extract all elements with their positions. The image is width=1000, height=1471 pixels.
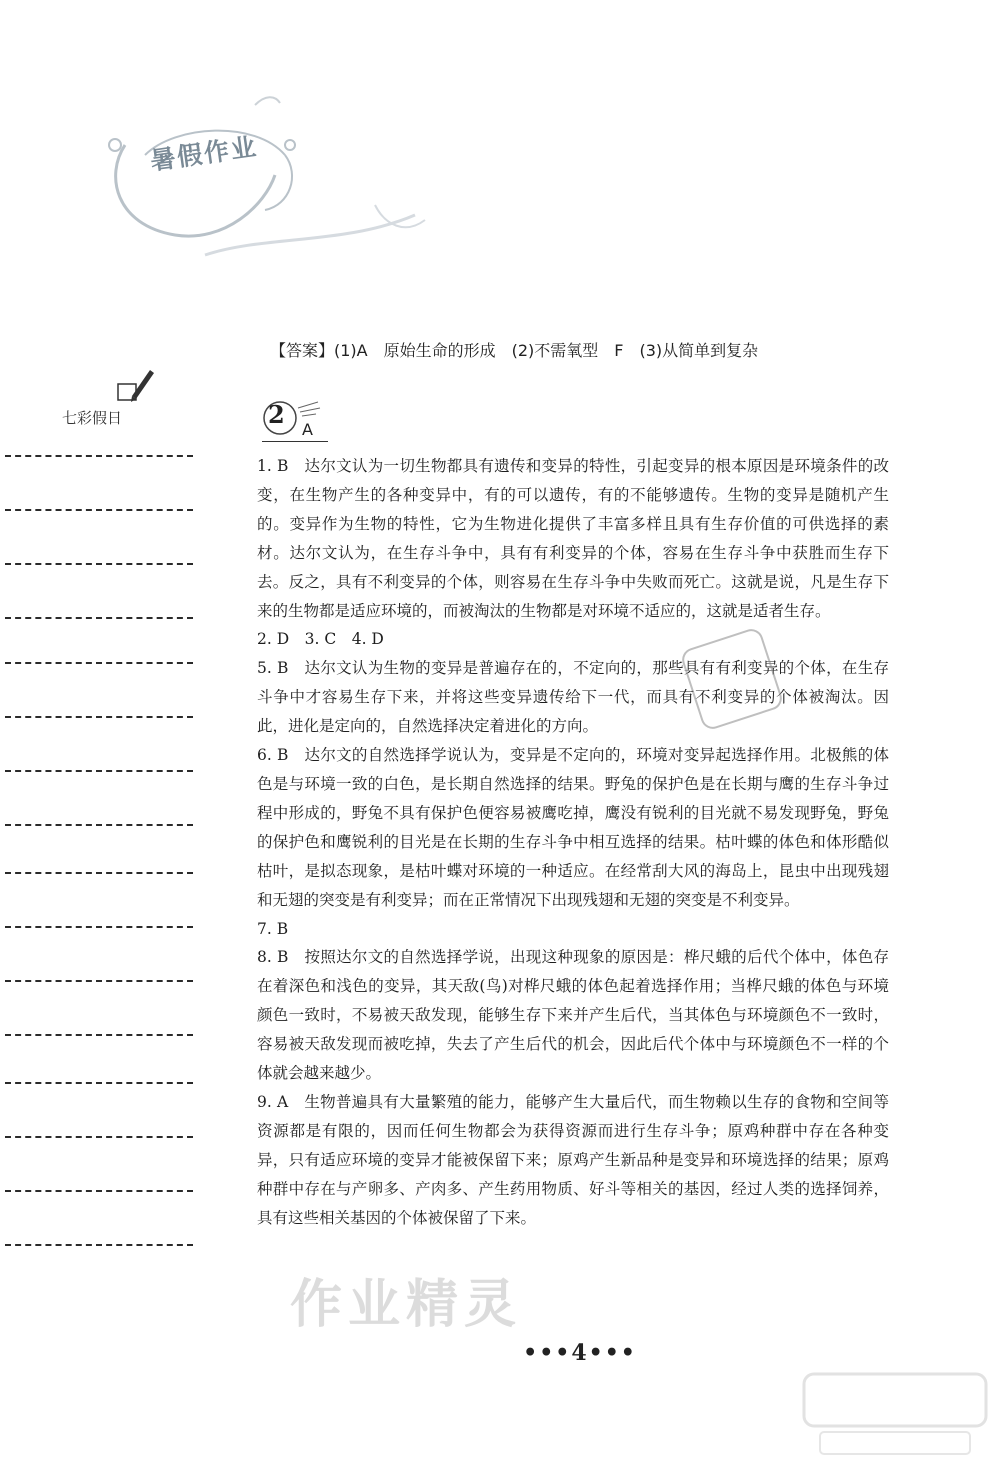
writing-rule <box>5 824 193 826</box>
writing-rule <box>5 980 193 982</box>
answer-item: 9. A 生物普遍具有大量繁殖的能力，能够产生大量后代，而生物赖以生存的食物和空间等资源都是有限的，因而任何生物都会为获得资源而进行生存斗争；原鸡种群中存在各种变异，只有适应环境的变异才能被保留下来；原鸡产生新品种是变异和环境选择的结果；原鸡种群中存在与产卵多、产肉多、产生药用物质、好斗等相关的基因，经过人类的选择饲养，具有这些相关基因的个体被保留了下来。 <box>257 1092 889 1227</box>
answer-item: 2. D 3. C 4. D <box>257 630 384 649</box>
writing-rule <box>5 770 193 772</box>
writing-rule <box>5 509 193 511</box>
page-number: •••4••• <box>523 1340 637 1366</box>
writing-rule <box>5 1244 193 1246</box>
section-underline <box>262 441 328 442</box>
header-title: 暑假作业 <box>148 131 260 176</box>
writing-rule <box>5 455 193 457</box>
answer-item: 5. B 达尔文认为生物的变异是普遍存在的，不定向的，那些具有有利变异的个体，在生存斗争中才容易生存下来，并将这些变异遗传给下一代，而具有不利变异的个体被淘汰。因此，进化是定向的，自然选择决定着进化的方向。 <box>257 659 889 736</box>
site-logo-watermark-icon <box>800 1370 990 1460</box>
watermark: 作业精灵 <box>290 1275 523 1335</box>
section-letter: A <box>302 420 313 439</box>
answer-item: 8. B 按照达尔文的自然选择学说，出现这种现象的原因是：桦尺蛾的后代个体中，体色存在着深色和浅色的变异，其天敌(鸟)对桦尺蛾的体色起着选择作用；当桦尺蛾的体色与环境颜色一致时，不易被天敌发现，能够生存下来并产生后代，当其体色与环境颜色不一致时，容易被天敌发现而被吃掉，失去了产生后代的机会，因此后代个体中与环境颜色不一样的个体就会越来越少。 <box>257 948 889 1083</box>
writing-rule <box>5 563 193 565</box>
writing-rule <box>5 1082 193 1084</box>
answer-line: 【答案】(1)A 原始生命的形成 (2)不需氧型 F (3)从简单到复杂 <box>270 341 759 360</box>
answer-item: 7. B <box>257 919 289 938</box>
writing-rule <box>5 1136 193 1138</box>
sidebar-label: 七彩假日 <box>62 409 123 427</box>
writing-rule <box>5 1190 193 1192</box>
writing-rule <box>5 716 193 718</box>
answer-item: 6. B 达尔文的自然选择学说认为，变异是不定向的，环境对变异起选择作用。北极熊的体色是与环境一致的白色，是长期自然选择的结果。野兔的保护色是在长期与鹰的生存斗争过程中形成的，野兔不具有保护色便容易被鹰吃掉，鹰没有锐利的目光就不易发现野兔，野兔的保护色和鹰锐利的目光是在长期的生存斗争中相互选择的结果。枯叶蝶的体色和体形酷似枯叶，是拟态现象，是枯叶蝶对环境的一种适应。在经常刮大风的海岛上，昆虫中出现残翅和无翅的突变是有利变异；而在正常情况下出现残翅和无翅的突变是不利变异。 <box>257 746 889 909</box>
writing-rule <box>5 926 193 928</box>
writing-rule <box>5 1034 193 1036</box>
pen-icon <box>114 366 156 406</box>
writing-rule <box>5 872 193 874</box>
writing-rule <box>5 617 193 619</box>
header-ornament-icon <box>85 85 505 285</box>
answer-list <box>257 452 889 1272</box>
section-number: 2 <box>268 400 285 429</box>
writing-rule <box>5 662 193 664</box>
answer-item: 1. B 达尔文认为一切生物都具有遗传和变异的特性，引起变异的根本原因是环境条件的改变，在生物产生的各种变异中，有的可以遗传，有的不能够遗传。生物的变异是随机产生的。变异作为生物的特性，它为生物进化提供了丰富多样且具有生存价值的可供选择的素材。达尔文认为，在生存斗争中，具有有利变异的个体，容易在生存斗争中获胜而生存下去。反之，具有不利变异的个体，则容易在生存斗争中失败而死亡。这就是说，凡是生存下来的生物都是适应环境的，而被淘汰的生物都是对环境不适应的，这就是适者生存。 <box>257 457 889 620</box>
